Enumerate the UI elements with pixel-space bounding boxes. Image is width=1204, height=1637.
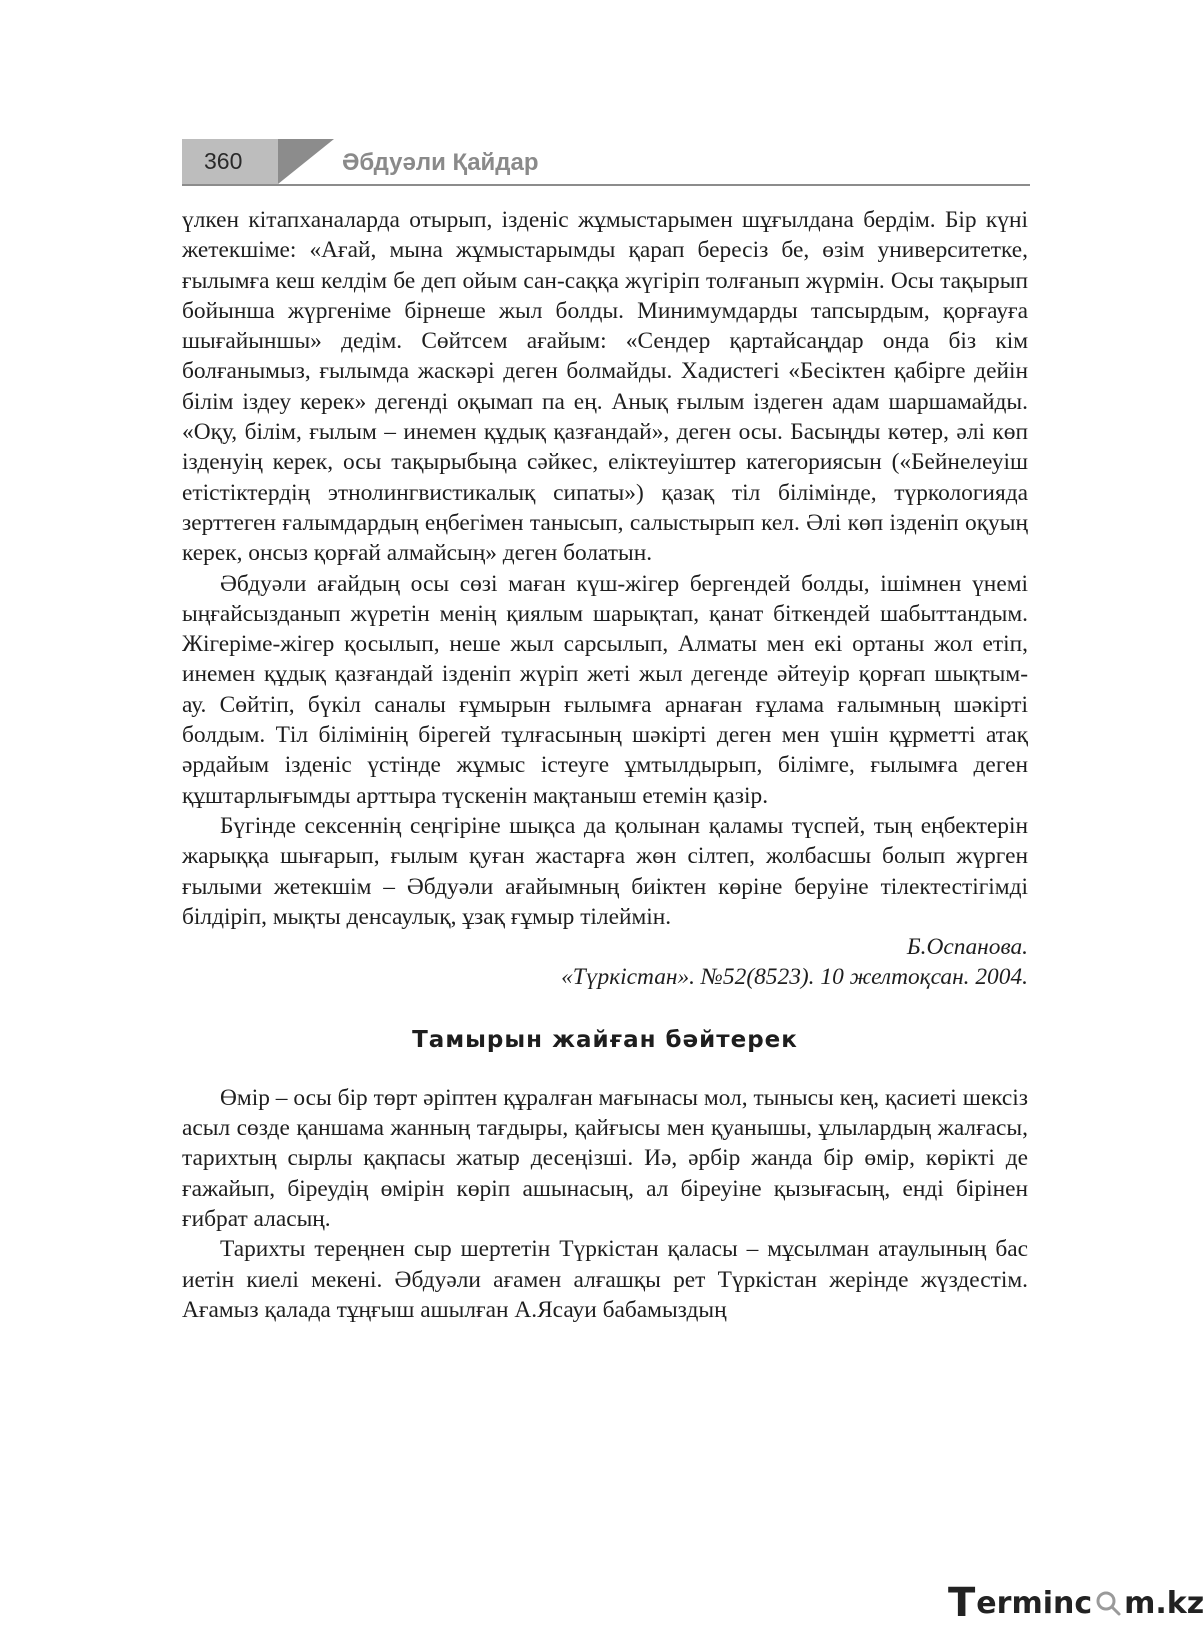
running-head: Әбдуәли Қайдар: [342, 149, 539, 176]
article-paragraph-2: Әбдуәли ағайдың осы сөзі маған күш-жігер бергендей болды, ішімнен үнемі ыңғайсызданып жүретін менің қиялым шарықтап, қанат біткендей шабыттандым. Жігеріме-жігер қосылып, неше жыл сарсылып, Алматы мен екі ортаны жол етіп, инемен құдық қазғандай ізденіп жүріп жеті жыл дегенде әйтеуір қорғап шықтым- ау. Сөйтіп, бүкіл саналы ғұмырын ғылымға арнаған ғұлама ғалымның шәкірті болдым. Тіл білімінің бірегей тұлғасының шәкірті деген мен үшін құрметті атақ әрдайым ізденіс үстінде жұмыс істеуге ұмтылдырып, білімге, ғылымға деген құштарлығымды арттыра түскенін мақтаныш етемін қазір.: [182, 570, 1028, 809]
magnifier-icon: [1094, 1589, 1122, 1617]
page-body: [182, 205, 1028, 1325]
section-paragraph-2: Тарихты тереңнен сыр шертетін Түркістан қаласы – мұсылман атаулының бас иетін киелі мекені. Әбдуәли ағамен алғашқы рет Түркістан жерінде жүздестім. Ағамыз қалада тұңғыш ашылған А.Ясауи бабамыздың: [182, 1236, 1028, 1323]
section-paragraph-1: Өмір – осы бір төрт әріптен құралған мағынасы мол, тынысы кең, қасиеті шексіз асыл сөзде қаншама жанның тағдыры, қайғысы мен қуанышы, ұлылардың жалғасы, тарихтың сырлы қақпасы жатыр десеңізші. Иә, әрбір жанда бір өмір, көрікті де ғажайып, біреудің өмірін көріп ашынасың, ал біреуіне қызығасың, енді бірінен ғибрат аласың.: [182, 1084, 1028, 1232]
signature-author: Б.Оспанова.: [906, 934, 1028, 961]
article-paragraph-3: Бүгінде сексеннің сеңгіріне шықса да қолынан қаламы түспей, тың еңбектерін жарыққа шығарып, ғылым қуған жастарға жөн сілтеп, жолбасшы болып жүрген ғылыми жетекшім – Әбдуәли ағайымның биіктен көріне беруіне тілектестігімді білдіріп, мықты денсаулық, ұзақ ғұмыр тілеймін.: [182, 812, 1028, 930]
signature-source: «Түркістан». №52(8523). 10 желтоқсан. 2004.: [561, 964, 1028, 991]
header-tab-wedge: [278, 139, 334, 184]
watermark-logo: [948, 1580, 1204, 1626]
page-header: [182, 139, 1030, 189]
section-title: Тамырын жайған бәйтерек: [412, 1026, 798, 1053]
page-number: 360: [182, 139, 278, 184]
article-paragraph-1: үлкен кітапханаларда отырып, ізденіс жұмыстарымен шұғылдана бердім. Бір күні жетекшіме: «Ағай, мына жұмыстарымды қарап бересіз бе, өзім университетке, ғылымға кеш келдім бе деп ойым сан-саққа жүгіріп толғанып жүрмін. Осы тақырып бойынша жүргеніме бірнеше жыл болды. Минимумдарды тапсырдым, қорғауға шығайыншы» дедім. Сөйтсем ағайым: «Сендер қартайсаңдар онда біз кім болғанымыз, ғылымда жаскәрі деген болмайды. Хадистегі «Бесіктен қабірге дейін білім іздеу керек» дегенді оқымап па ең. Анық ғылым іздеген адам шаршамайды. «Оқу, білім, ғылым – инемен құдық қазғандай», деген осы. Басыңды көтер, әлі көп ізденуің керек, осы тақырыбыңа сәйкес, еліктеуіштер категориясын («Бейнелеуіш етістіктердің этнолингвистикалық сипаты») қазақ тіл білімінде, түркологияда зерттеген ғалымдардың еңбегімен танысып, салыстырып кел. Әлі көп ізденіп оқуың керек, онсыз қорғай алмайсың» деген болатын.: [182, 207, 1028, 567]
watermark-text-part1: erminc: [976, 1585, 1093, 1621]
header-rule: [182, 184, 1030, 186]
watermark-first-letter: T: [948, 1580, 976, 1626]
watermark-text-part2: m.kz: [1124, 1585, 1204, 1621]
